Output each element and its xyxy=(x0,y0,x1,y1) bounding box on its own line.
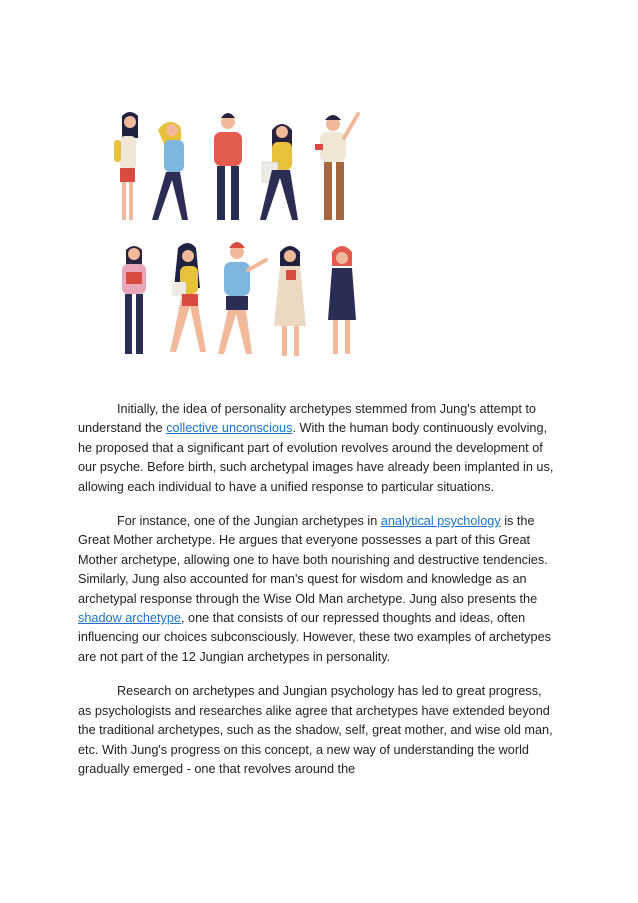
person-figure xyxy=(218,242,266,354)
people-group-illustration xyxy=(100,100,380,390)
paragraph-text: is the Great Mother archetype. He argues that everyone possesses a part of this Great Mother archetype, allowing one to have both nourishing and destructive tendencies. Similarly, Jung also accounted for man's quest for wisdom and knowledge as an archetypal response through the Wise Old Man archetype. Jung also presents the xyxy=(78,514,548,606)
person-figure xyxy=(274,246,306,356)
paragraph xyxy=(78,400,558,497)
paragraph-text: . With the human body continuously evolving, he proposed that a significant part of evolution revolves around the development of our psyche. Before birth, such archetypal images have already been implanted in us, allowing each individual to have a unified response to particular situations. xyxy=(78,421,554,494)
paragraph xyxy=(78,682,558,779)
paragraph-text: Initially, the idea of personality archetypes stemmed from Jung's attempt to understand the xyxy=(78,402,536,436)
person-figure xyxy=(170,243,206,352)
paragraph-text: Research on archetypes and Jungian psychology has led to great progress, as psychologists and researches alike agree that archetypes have extended beyond the traditional archetypes, such as the shadow, self, great mother, and wise old man, etc. With Jung's progress on this concept, a new way of understanding the world gradually emerged - one that revolves around the xyxy=(78,684,553,776)
paragraph-text: For instance, one of the Jungian archetypes in xyxy=(117,514,381,529)
person-figure xyxy=(122,246,146,354)
person-figure xyxy=(315,114,358,220)
analytical-psychology-link[interactable]: analytical psychology xyxy=(380,514,501,529)
collective-unconscious-link[interactable]: collective unconscious xyxy=(166,421,293,436)
article-body xyxy=(78,400,558,794)
person-figure xyxy=(328,246,356,354)
person-figure xyxy=(214,113,242,220)
person-figure xyxy=(152,122,188,220)
paragraph-text: , one that consists of our repressed thoughts and ideas, often influencing our choices subconsciously. However, these two examples of archetypes are not part of the 12 Jungian archetypes in personality. xyxy=(78,611,551,664)
paragraph xyxy=(78,512,558,667)
person-figure xyxy=(260,124,298,220)
person-figure xyxy=(114,112,138,220)
shadow-archetype-link[interactable]: shadow archetype xyxy=(78,611,181,626)
